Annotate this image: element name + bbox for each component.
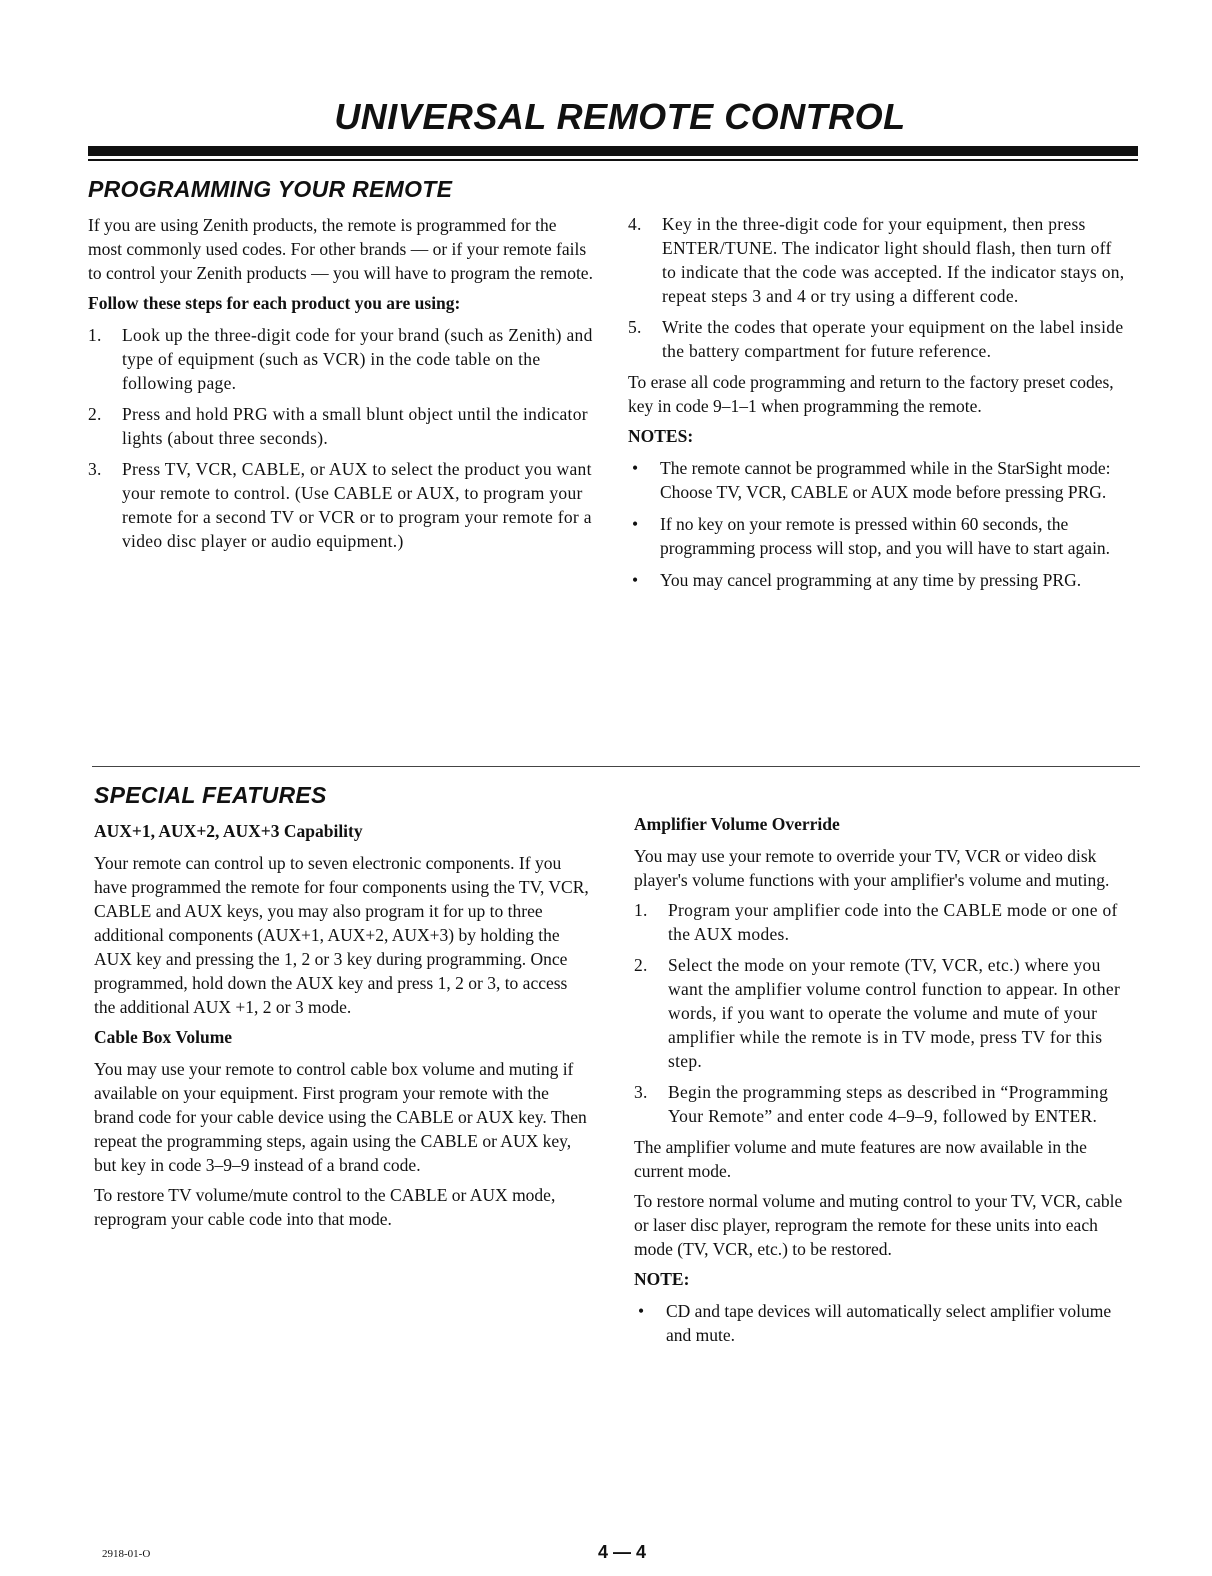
steps-intro: Follow these steps for each product you are using: [88,293,461,313]
step-item [628,315,1128,363]
step-number: 3. [88,459,102,479]
aux-capability-text: Your remote can control up to seven electronic components. If you have programmed the remote for four components using the TV, VCR, CABLE and AUX keys, you may also program it for up to three additional components (AUX+1, AUX+2, AUX+3) by holding the AUX key and pressing the 1, 2 or 3 key during programming. Once programmed, hold down the AUX key and press 1, 2 or 3, to access the additional AUX +1, 2 or 3 mode. [94,853,589,1017]
step-item [634,953,1134,1073]
programming-right-column [628,212,1128,600]
notes-list [628,456,1128,592]
title-rule-thick [88,146,1138,156]
amplifier-steps-list [634,898,1134,1128]
step-number: 5. [628,317,642,337]
amplifier-restore-text: To restore normal volume and muting control to your TV, VCR, cable or laser disc player, reprogram the remote for these units into each mode (TV, VCR, etc.) to be restored. [634,1191,1123,1259]
step-item [88,402,593,450]
special-features-heading: SPECIAL FEATURES [94,782,327,808]
erase-instructions: To erase all code programming and return to the factory preset codes, key in code 9–1–1 when programming the remote. [628,372,1114,416]
step-item [88,457,593,553]
note-heading: NOTE: [634,1269,690,1289]
step-text: Select the mode on your remote (TV, VCR, etc.) where you want the amplifier volume control function to appear. In other words, if you want to operate the volume and mute of your amplifier while the remote is in TV mode, press TV for this step. [668,955,1121,1071]
cable-restore-text: To restore TV volume/mute control to the CABLE or AUX mode, reprogram your cable code into that mode. [94,1185,556,1229]
step-text: Look up the three-digit code for your brand (such as Zenith) and type of equipment (such as VCR) in the code table on the following page. [122,325,593,393]
programming-left-column [88,176,593,560]
step-text: Press and hold PRG with a small blunt object until the indicator lights (about three seconds). [122,404,588,448]
amplifier-override-text: You may use your remote to override your TV, VCR or video disk player's volume functions with your amplifier's volume and muting. [634,846,1110,890]
step-number: 2. [634,955,648,975]
step-text: Key in the three-digit code for your equipment, then press ENTER/TUNE. The indicator light should flash, then turn off to indicate that the code was accepted. If the indicator stays on, repeat steps 3 and 4 or try using a different code. [662,214,1125,306]
programming-intro: If you are using Zenith products, the remote is programmed for the most commonly used codes. For other brands — or if your remote fails to control your Zenith products — you will have to program the remote. [88,215,593,283]
section-divider [92,766,1140,767]
note-text: CD and tape devices will automatically select amplifier volume and mute. [666,1301,1112,1345]
note-text: If no key on your remote is pressed within 60 seconds, the programming process will stop, and you will have to start again. [660,514,1111,558]
note-text: You may cancel programming at any time by pressing PRG. [660,570,1082,590]
note-item [628,512,1128,560]
special-left-column [94,782,592,1237]
step-number: 4. [628,214,642,234]
step-number: 2. [88,404,102,424]
cable-box-volume-text: You may use your remote to control cable box volume and muting if available on your equipment. First program your remote with the brand code for your cable device using the CABLE or AUX key. Then repeat the programming steps, again using the CABLE or AUX key, but key in code 3–9–9 instead of a brand code. [94,1059,587,1175]
step-number: 1. [88,325,102,345]
step-item [628,212,1128,308]
programming-steps-list-continued [628,212,1128,363]
note-item [634,1299,1134,1347]
bullet-icon: • [632,514,639,534]
title-rule-thin [88,159,1138,161]
bullet-icon: • [632,458,639,478]
step-text: Press TV, VCR, CABLE, or AUX to select the product you want your remote to control. (Use CABLE or AUX, to program your remote for a second TV or VCR or to program your remote for a video disc player or audio equipment.) [122,459,592,551]
page-number: 4 — 4 [598,1542,647,1562]
step-text: Write the codes that operate your equipment on the label inside the battery compartment for future reference. [662,317,1124,361]
page-title: UNIVERSAL REMOTE CONTROL [334,96,906,137]
cable-box-volume-heading: Cable Box Volume [94,1027,233,1047]
step-item [634,1080,1134,1128]
step-number: 1. [634,900,648,920]
note-text: The remote cannot be programmed while in the StarSight mode: Choose TV, VCR, CABLE or AUX mode before pressing PRG. [660,458,1111,502]
document-code: 2918-01-O [102,1548,151,1560]
note-item [628,456,1128,504]
step-item [634,898,1134,946]
bullet-icon: • [632,570,639,590]
special-right-column [634,812,1134,1355]
programming-steps-list [88,323,593,553]
bullet-icon: • [638,1301,645,1321]
programming-heading: PROGRAMMING YOUR REMOTE [88,176,453,202]
step-number: 3. [634,1082,648,1102]
note-list [634,1299,1134,1347]
step-item [88,323,593,395]
amplifier-override-heading: Amplifier Volume Override [634,814,840,834]
note-item [628,568,1128,592]
step-text: Begin the programming steps as described in “Programming Your Remote” and enter code 4–9–9, followed by ENTER. [668,1082,1109,1126]
notes-heading: NOTES: [628,426,694,446]
amplifier-available-text: The amplifier volume and mute features are now available in the current mode. [634,1137,1087,1181]
step-text: Program your amplifier code into the CABLE mode or one of the AUX modes. [668,900,1118,944]
aux-capability-heading: AUX+1, AUX+2, AUX+3 Capability [94,821,363,841]
